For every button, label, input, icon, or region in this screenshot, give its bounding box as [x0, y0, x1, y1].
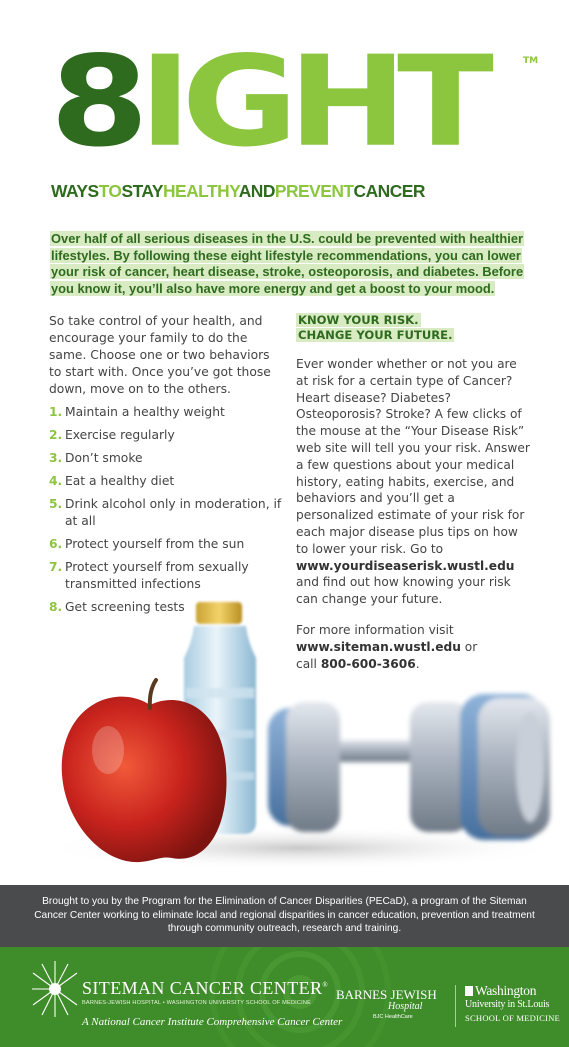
- step-text: Get screening tests: [65, 600, 185, 614]
- barnes-jewish-logo: BARNES JEWISH: [336, 987, 437, 1002]
- washington-name: Washington: [475, 983, 537, 998]
- washington-university-sub: University in St.Louis: [465, 999, 550, 1010]
- washington-shield-icon: [465, 986, 473, 996]
- risk-heading-line-1: KNOW YOUR RISK.: [298, 313, 419, 327]
- siteman-starburst-icon: [30, 959, 80, 1019]
- sponsor-text: Brought to you by the Program for the Elimination of Cancer Disparities (PECaD), a program of the Siteman Cancer Center working to eliminate local and regional disparities in cancer education, prevention and treatment through community outreach, research and training.: [34, 896, 535, 934]
- step-text: Don’t smoke: [65, 451, 143, 465]
- tagline-word: CANCER: [353, 181, 425, 201]
- tagline-word: STAY: [121, 181, 163, 201]
- risk-body-end: and find out how knowing your risk can change your future.: [296, 575, 511, 607]
- step-number: 8.: [49, 600, 63, 614]
- logo-eight: 8: [50, 29, 139, 175]
- step-number: 6.: [49, 537, 63, 551]
- step-number: 4.: [49, 474, 63, 488]
- tagline-word: WAYS: [51, 181, 99, 201]
- apple-water-dumbbell-illustration: [0, 590, 569, 885]
- step-text: Maintain a healthy weight: [65, 405, 225, 419]
- siteman-name-text: SITEMAN CANCER CENTER: [82, 978, 323, 998]
- step-text: Protect yourself from sexually transmitted infections: [65, 560, 249, 591]
- more-info-call: call: [296, 656, 317, 671]
- list-item: [49, 404, 284, 421]
- siteman-tagline: A National Cancer Institute Comprehensive Cancer Center: [82, 1016, 343, 1028]
- risk-site-link[interactable]: www.yourdiseaserisk.wustl.edu: [296, 558, 515, 573]
- siteman-site-link[interactable]: www.siteman.wustl.edu: [296, 639, 461, 654]
- step-number: 5.: [49, 497, 63, 511]
- list-item: [49, 559, 284, 593]
- washington-university-logo: [465, 983, 536, 999]
- risk-body-text: Ever wonder whether or not you are at risk for a certain type of Cancer? Heart disease? Diabetes? Osteoporosis? Stroke? A few clicks of the mouse at the “Your Disease Risk” web site will tell you your risk. Answer a few questions about your medical history, eating habits, exercise, and behaviors and you’ll get a personalized estimate of your risk for each major disease plus tips on how to lower your risk. Go to: [296, 357, 530, 556]
- partner-logos-band: [0, 947, 569, 1047]
- more-info-period: .: [415, 656, 420, 671]
- step-number: 1.: [49, 405, 63, 419]
- list-item: [49, 473, 284, 490]
- steps-list: [49, 404, 284, 616]
- step-text: Drink alcohol only in moderation, if at all: [65, 497, 282, 528]
- tagline: [51, 181, 521, 201]
- tagline-word: HEALTHY: [162, 181, 239, 201]
- masthead: [50, 29, 550, 176]
- sponsor-band: [0, 885, 569, 947]
- barnes-jewish-hospital: Hospital: [388, 1001, 423, 1012]
- dumbbell: [268, 694, 550, 840]
- siteman-logo-name: [82, 978, 328, 999]
- more-info-or: or: [464, 639, 478, 654]
- tagline-word: PREVENT: [274, 181, 354, 201]
- eight-logo: [50, 29, 484, 175]
- bjc-healthcare: BJC HealthCare: [373, 1014, 413, 1020]
- step-number: 2.: [49, 428, 63, 442]
- phone-number[interactable]: 800-600-3606: [320, 656, 416, 671]
- left-lead: So take control of your health, and encourage your family to do the same. Choose one or two behaviors to start with. Once you’ve got those down, move on to the others.: [49, 314, 271, 396]
- risk-body: [296, 356, 531, 608]
- step-text: Exercise regularly: [65, 428, 175, 442]
- logo-divider: [455, 985, 456, 1027]
- step-text: Eat a healthy diet: [65, 474, 175, 488]
- tagline-word: TO: [98, 181, 122, 201]
- school-of-medicine: SCHOOL OF MEDICINE: [465, 1013, 560, 1023]
- list-item: [49, 496, 284, 530]
- intro-paragraph: [50, 231, 525, 297]
- trademark: TM: [523, 56, 539, 66]
- more-info-text: For more information visit: [296, 622, 454, 637]
- list-item: [49, 450, 284, 467]
- risk-heading: [296, 313, 531, 343]
- step-number: 7.: [49, 560, 63, 574]
- risk-heading-line-2: CHANGE YOUR FUTURE.: [298, 328, 453, 342]
- logo-rest: IGHT: [138, 29, 484, 175]
- intro-text: Over half of all serious diseases in the U.S. could be prevented with healthier lifestyles. By following these eight lifestyle recommendations, you can lower your risk of cancer, heart disease, stroke, osteoporosis, and diabetes. Before you know it, you’ll also have more energy and get a boost to your mood.: [51, 231, 524, 296]
- left-column: [49, 313, 284, 616]
- siteman-registered: ®: [322, 981, 329, 989]
- step-text: Protect yourself from the sun: [65, 537, 245, 551]
- siteman-affiliation: BARNES-JEWISH HOSPITAL • WASHINGTON UNIVERSITY SCHOOL OF MEDICINE: [82, 1000, 312, 1006]
- list-item: [49, 536, 284, 553]
- list-item: [49, 427, 284, 444]
- step-number: 3.: [49, 451, 63, 465]
- tagline-word: AND: [238, 181, 275, 201]
